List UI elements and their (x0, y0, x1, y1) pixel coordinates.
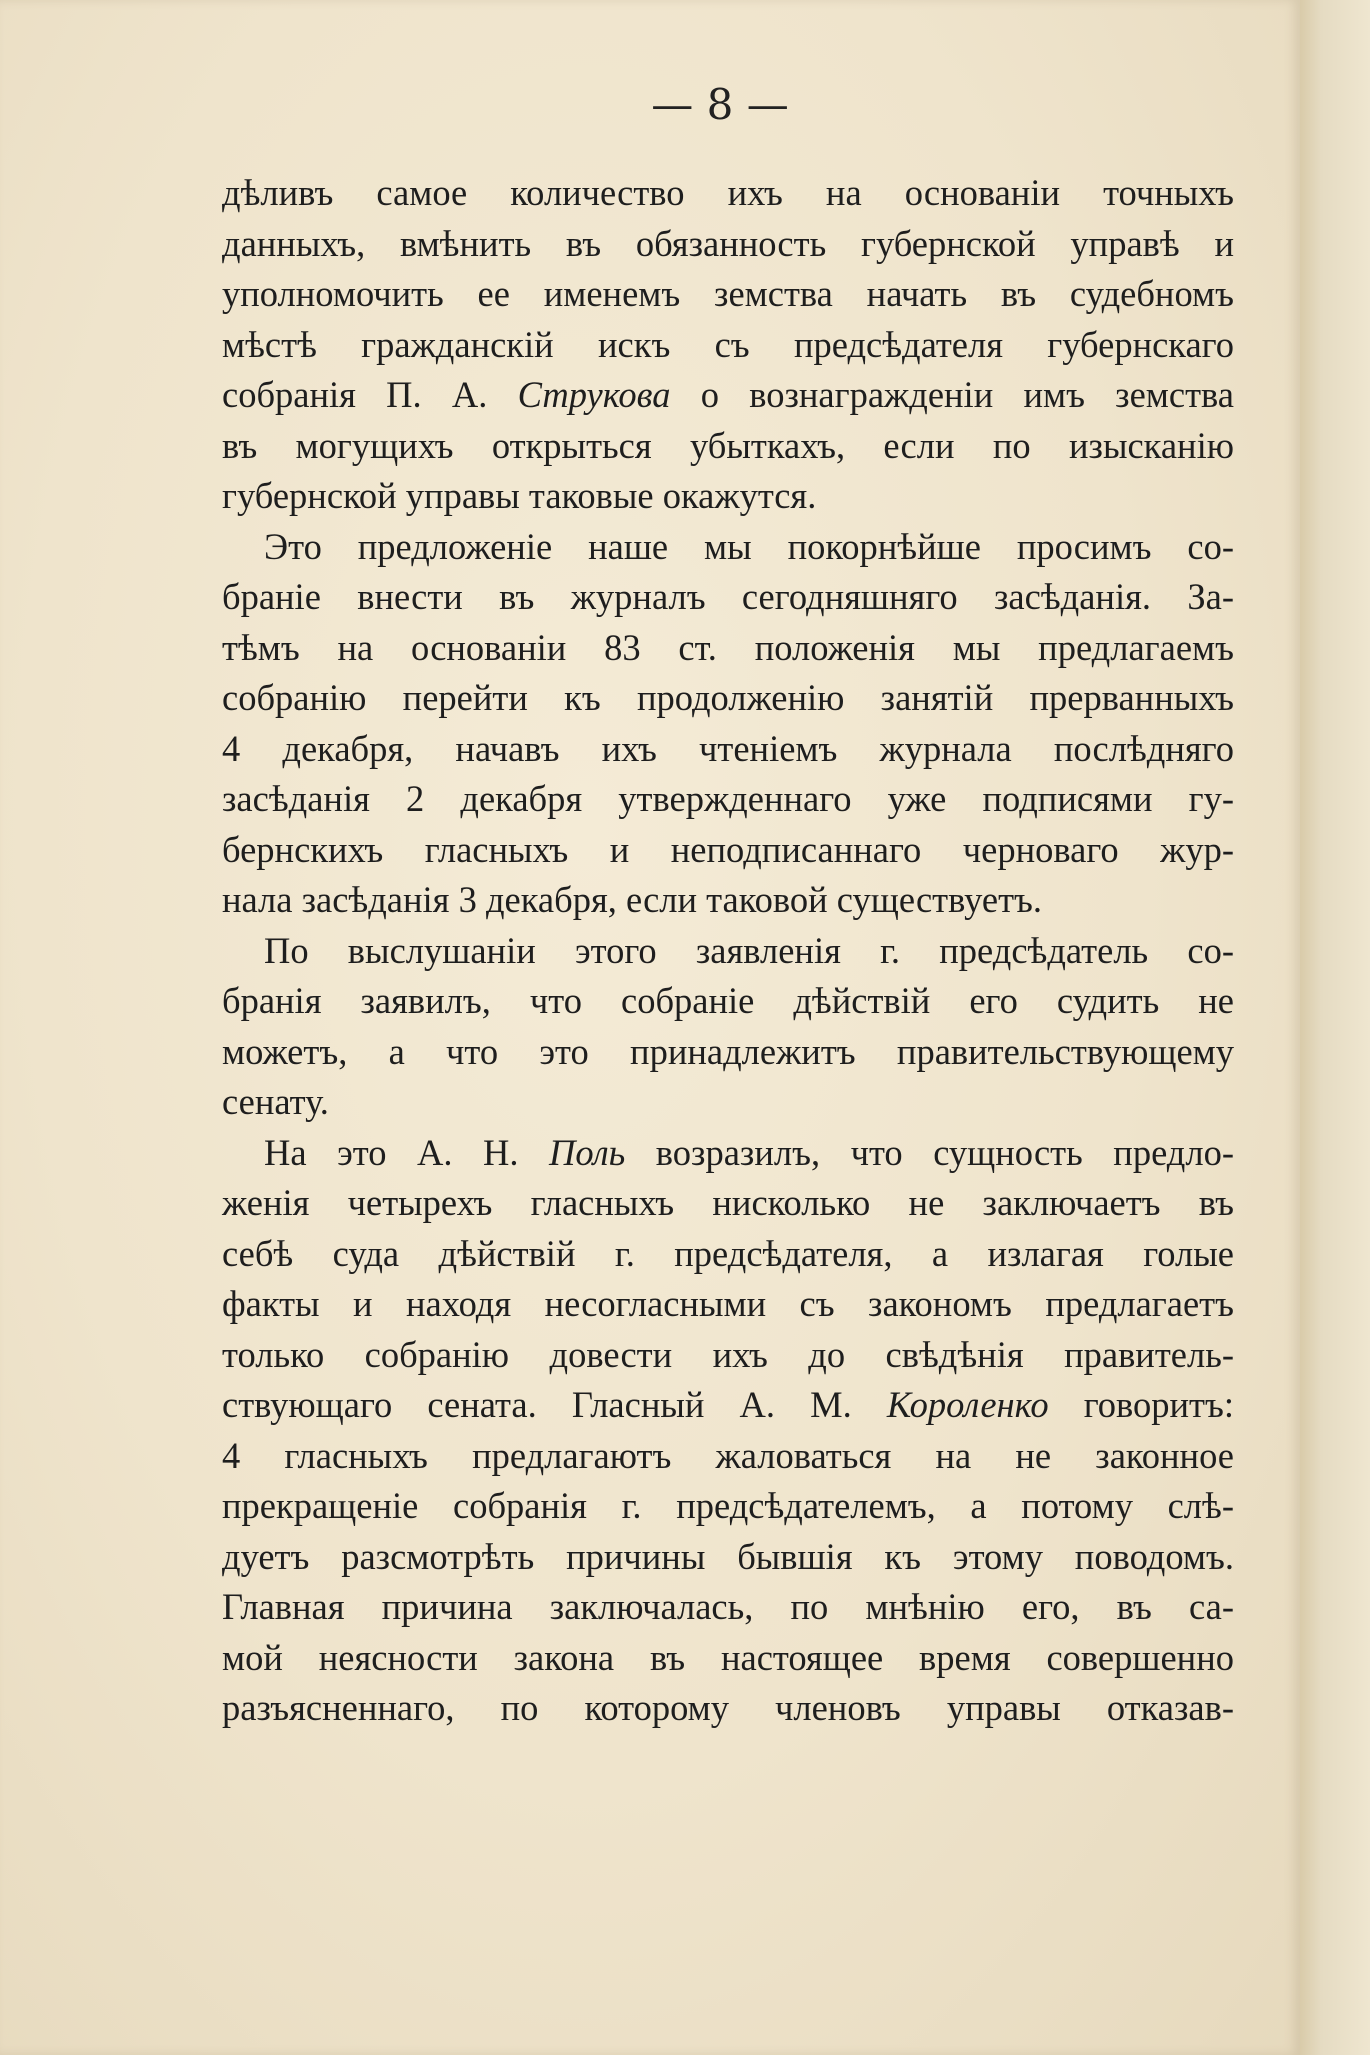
text-segment: Главная причина заключалась, по мнѣнію его, въ са- (222, 1586, 1234, 1627)
text-line (222, 976, 1234, 1027)
text-line (222, 1128, 1234, 1179)
text-segment: нала засѣданія 3 декабря, если таковой существуетъ. (222, 879, 1043, 920)
text-line (222, 168, 1234, 219)
text-segment: женія четырехъ гласныхъ нисколько не заключаетъ въ (222, 1182, 1234, 1223)
text-line (222, 1178, 1234, 1229)
text-segment: мѣстѣ гражданскій искъ съ предсѣдателя губернскаго (222, 323, 1234, 365)
text-segment: возразилъ, что сущность предло- (625, 1131, 1234, 1173)
person-name: Поль (549, 1131, 626, 1173)
text-line (222, 1229, 1234, 1280)
text-segment: дуетъ разсмотрѣть причины бывшія къ этому поводомъ. (222, 1535, 1234, 1577)
text-segment: разъясненнаго, по которому членовъ управы отказав- (222, 1687, 1234, 1728)
text-segment: засѣданія 2 декабря утвержденнаго уже подписями гу- (222, 778, 1234, 819)
text-line (222, 1431, 1234, 1482)
text-segment: На это А. Н. (264, 1131, 550, 1173)
text-line (222, 370, 1234, 421)
text-segment: 4 декабря, начавъ ихъ чтеніемъ журнала послѣдняго (222, 727, 1234, 769)
text-segment: бернскихъ гласныхъ и неподписаннаго черноваго жур- (222, 828, 1234, 870)
text-segment: факты и находя несогласными съ закономъ предлагаетъ (222, 1283, 1234, 1324)
text-line (222, 219, 1234, 270)
text-segment: собранію перейти къ продолженію занятій прерванныхъ (222, 677, 1234, 718)
text-segment: прекращеніе собранія г. предсѣдателемъ, а потому слѣ- (222, 1485, 1234, 1526)
text-line (222, 673, 1234, 724)
text-segment: дѣливъ самое количество ихъ на основаніи точныхъ (222, 172, 1234, 213)
text-line (222, 1633, 1234, 1684)
text-segment: себѣ суда дѣйствій г. предсѣдателя, а излагая голые (222, 1232, 1234, 1274)
text-line (222, 1683, 1234, 1734)
text-segment: собранія П. А. (222, 374, 518, 415)
text-segment: только собранію довести ихъ до свѣдѣнія правитель- (222, 1333, 1234, 1375)
text-line (222, 774, 1234, 825)
text-segment: данныхъ, вмѣнить въ обязанность губернской управѣ и (222, 222, 1234, 264)
text-line (222, 1532, 1234, 1583)
text-line (222, 875, 1234, 926)
body-text (222, 168, 1234, 1734)
page-number: — 8 — (651, 80, 789, 129)
text-segment: говоритъ: (1048, 1384, 1235, 1425)
text-line (222, 421, 1234, 472)
text-segment: губернской управы таковые окажутся. (222, 475, 817, 516)
text-line (222, 522, 1234, 573)
text-segment: въ могущихъ открыться убыткахъ, если по изысканію (222, 424, 1234, 466)
text-segment: о вознагражденіи имъ земства (670, 374, 1234, 415)
text-segment: ствующаго сената. Гласный А. М. (222, 1384, 887, 1425)
text-segment: мой неясности закона въ настоящее время совершенно (222, 1636, 1234, 1678)
person-name: Струкова (517, 374, 671, 415)
text-segment: можетъ, а что это принадлежитъ правительствующему (222, 1030, 1234, 1072)
text-line (222, 1481, 1234, 1532)
text-line (222, 623, 1234, 674)
text-segment: По выслушаніи этого заявленія г. предсѣдатель со- (264, 929, 1234, 971)
text-segment: уполномочить ее именемъ земства начать въ судебномъ (222, 273, 1234, 314)
text-line (222, 1330, 1234, 1381)
text-line (222, 1582, 1234, 1633)
text-segment: сенату. (222, 1081, 329, 1122)
text-line (222, 825, 1234, 876)
text-segment: 4 гласныхъ предлагаютъ жаловаться на не законное (222, 1434, 1234, 1476)
text-line (222, 572, 1234, 623)
text-segment: бранія заявилъ, что собраніе дѣйствій его судить не (222, 980, 1234, 1021)
text-segment: тѣмъ на основаніи 83 ст. положенія мы предлагаемъ (222, 626, 1234, 668)
text-line (222, 724, 1234, 775)
text-line (222, 1077, 1234, 1128)
text-line (222, 320, 1234, 371)
text-line (222, 1027, 1234, 1078)
text-line (222, 926, 1234, 977)
text-line (222, 269, 1234, 320)
person-name: Короленко (886, 1384, 1049, 1425)
page-edge (1300, 0, 1370, 2055)
text-segment: Это предложеніе наше мы покорнѣйше просимъ со- (264, 525, 1234, 567)
text-segment: браніе внести въ журналъ сегодняшняго засѣданія. За- (222, 576, 1234, 617)
text-line (222, 471, 1234, 522)
text-line (222, 1380, 1234, 1431)
text-line (222, 1279, 1234, 1330)
